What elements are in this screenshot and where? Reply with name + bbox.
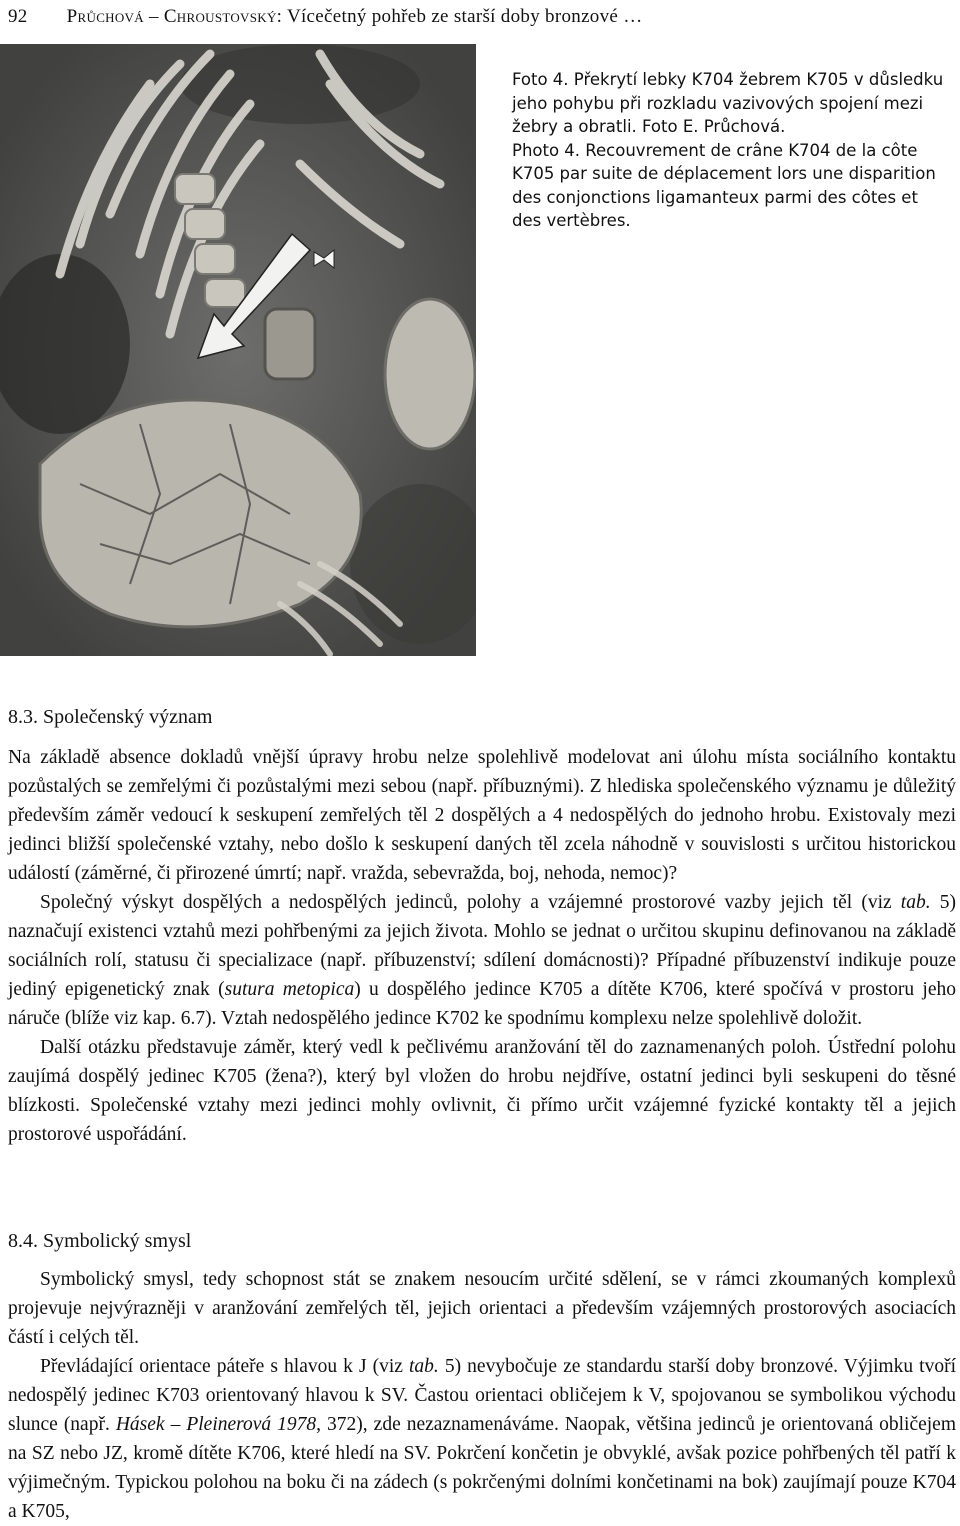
running-head-title: Vícečetný pohřeb ze starší doby bronzové … bbox=[286, 6, 643, 27]
paragraph: Převládající orientace páteře s hlavou k J (viz tab. 5) nevybočuje ze standardu starší doby bronzové. Výjimku tvoří nedospělý jedinec K703 orientovaný hlavou k SV. Častou orientaci obličejem k V, spojovanou se symbolikou východu slunce (např. Hásek – Pleinerová 1978, 372), zde nezaznamenáváme. Naopak, většina jedinců je orientovaná obličejem na SZ nebo JZ, kromě dítěte K706, které hledí na SV. Pokrčení končetin je obvyklé, avšak pozice pohřbených těl patří k výjimečným. Typickou polohou na boku či na zádech (s pokrčenými dolními končetinami na bok) zaujímají pouze K704 a K705, bbox=[8, 1356, 957, 1522]
page-number: 92 bbox=[8, 6, 28, 27]
section-8-4-body bbox=[8, 1265, 956, 1526]
skeleton-photo-illustration bbox=[0, 44, 476, 656]
section-8-3-body bbox=[8, 743, 956, 1149]
section-heading-8-3: 8.3. Společenský význam bbox=[8, 706, 213, 728]
paragraph: Společný výskyt dospělých a nedospělých jedinců, polohy a vzájemné prostorové vazby jejich těl (viz tab. 5) naznačují existenci vztahů mezi pohřbenými za jejich života. Mohlo se jednat o určitou skupinu definovanou na základě sociálních rolí, statusu či specializace (např. příbuzenství; sdílení domácnosti)? Případné příbuzenství indikuje pouze jediný epigenetický znak (sutura metopica) u dospělého jedince K705 a dítěte K706, které spočívá v prostoru jeho náruče (blíže viz kap. 6.7). Vztah nedospělého jedince K702 ke spodnímu komplexu nelze spolehlivě doložit. bbox=[8, 892, 956, 1029]
paragraph: Na základě absence dokladů vnější úpravy hrobu nelze spolehlivě modelovat ani úlohu místa sociálního kontaktu pozůstalých se zemřelými či pozůstalými mezi sebou (např. příbuznými). Z hlediska společenského významu je důležitý především záměr vedoucí k seskupení zemřelých těl 2 dospělých a 4 nedospělých do jednoho hrobu. Existovaly mezi jedinci bližší společenské vztahy, nebo došlo k seskupení daných těl zcela náhodně v souvislosti s určitou historickou událostí (záměrné, či přirozené úmrtí; např. vražda, sebevražda, boj, nehoda, nemoc)? bbox=[8, 747, 956, 884]
running-head-authors: Průchová – Chroustovský: bbox=[66, 6, 283, 27]
paragraph: Symbolický smysl, tedy schopnost stát se znakem nesoucím určité sdělení, se v rámci zkoumaných komplexů projevuje nejvýrazněji v aranžování zemřelých těl, jejich orientaci a především vzájemných prostorových asociacích částí i celých těl. bbox=[8, 1269, 956, 1348]
caption-czech: Foto 4. Překrytí lebky K704 žebrem K705 v důsledku jeho pohybu při rozkladu vazivových spojení mezi žebry a obratli. Foto E. Průchová. bbox=[512, 70, 944, 136]
excavation-photo bbox=[0, 44, 476, 656]
section-heading-8-4: 8.4. Symbolický smysl bbox=[8, 1230, 192, 1252]
caption-french: Photo 4. Recouvrement de crâne K704 de la côte K705 par suite de déplacement lors une disparition des conjonctions ligamanteux parmi des côtes et des vertèbres. bbox=[512, 140, 936, 230]
running-head bbox=[8, 6, 643, 28]
paragraph: Další otázku představuje záměr, který vedl k pečlivému aranžování těl do zaznamenaných poloh. Ústřední polohu zaujímá dospělý jedinec K705 (žena?), který byl vložen do hrobu nejdříve, ostatní jedinci byli seskupeni do těsné blízkosti. Společenské vztahy mezi jedinci mohly ovlivnit, či přímo určit vzájemné fyzické kontakty těl a jejich prostorové uspořádání. bbox=[8, 1037, 956, 1145]
figure-caption bbox=[512, 68, 952, 233]
